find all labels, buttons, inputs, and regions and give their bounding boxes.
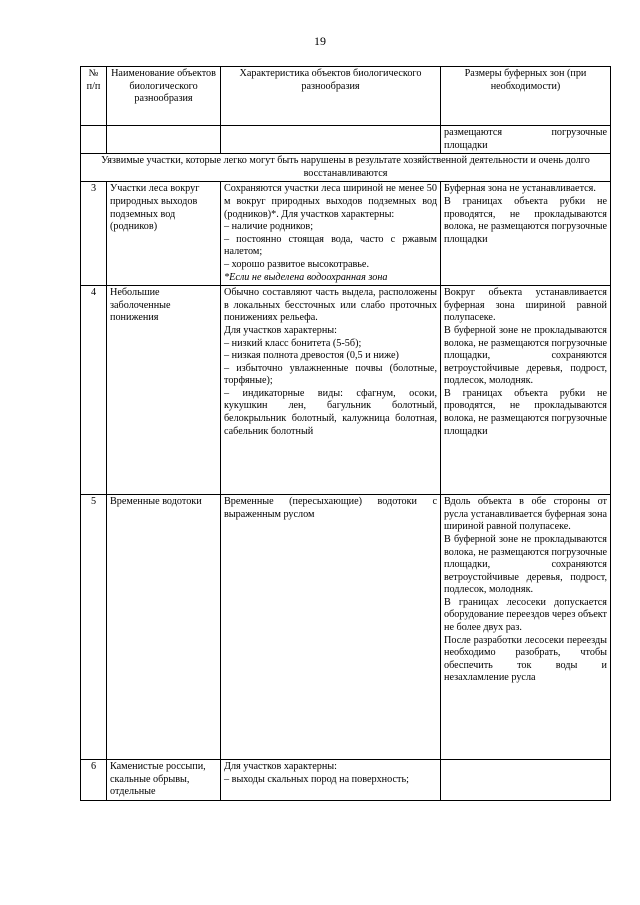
characteristics-paragraph: Для участков характерны: <box>224 324 337 336</box>
row-name: Небольшие заболоченные понижения <box>107 286 221 495</box>
buffer-paragraph: Буферная зона не устанавливается. <box>444 183 596 195</box>
characteristics-paragraph: – выходы скальных пород на поверхность; <box>224 773 409 785</box>
section-row <box>81 154 611 182</box>
buffer-paragraph: В буферной зоне не прокладываются волока, не размещаются погрузочные площадки, сохраняются ветроустойчивые деревья, подрост, подлесок, молодняк. <box>444 324 607 387</box>
row-characteristics <box>221 760 441 801</box>
row-name: Временные водотоки <box>107 495 221 760</box>
buffer-paragraph: После разработки лесосеки переезды необходимо разобрать, чтобы обеспечить ток воды и незахламление русла <box>444 634 607 684</box>
row-buffer <box>441 286 611 495</box>
characteristics-paragraph: – низкий класс бонитета (5-5б); <box>224 337 362 349</box>
row-num: 4 <box>81 286 107 495</box>
continuation-row <box>81 126 611 154</box>
buffer-paragraph: Вокруг объекта устанавливается буферная зона шириной равной полупасеке. <box>444 287 607 324</box>
table-row <box>81 495 611 760</box>
characteristics-paragraph: Обычно составляют часть выдела, расположены в локальных бессточных или слабо проточных понижениях рельефа. <box>224 287 437 324</box>
table-row <box>81 182 611 286</box>
characteristics-paragraph: – индикаторные виды: сфагнум, осоки, кукушкин лен, багульник болотный, белокрыльник болотный, калужница болотная, сабельник болотный <box>224 387 437 437</box>
characteristics-paragraph: – избыточно увлажненные почвы (болотные, торфяные); <box>224 362 437 387</box>
section-title: Уязвимые участки, которые легко могут быть нарушены в результате хозяйственной деятельности и очень долго восстанавливаются <box>81 154 611 182</box>
characteristics-paragraph: – постоянно стоящая вода, часто с ржавым налетом; <box>224 233 437 258</box>
characteristics-note: *Если не выделена водоохранная зона <box>224 271 388 283</box>
buffer-paragraph: В границах объекта рубки не проводятся, не прокладываются волока, не размещаются погрузочные площадки <box>444 387 607 437</box>
characteristics-paragraph: – низкая полнота древостоя (0,5 и ниже) <box>224 350 399 362</box>
continuation-buffer-line: площадки <box>444 139 488 151</box>
buffer-paragraph: В границах объекта рубки не проводятся, не прокладываются волока, не размещаются погрузочные площадки <box>444 195 607 245</box>
continuation-buffer <box>441 126 611 154</box>
row-buffer <box>441 760 611 801</box>
row-num: 6 <box>81 760 107 801</box>
table-row <box>81 286 611 495</box>
table-row <box>81 760 611 801</box>
table-header-row <box>81 67 611 126</box>
row-num: 3 <box>81 182 107 286</box>
biodiversity-table <box>80 66 611 801</box>
characteristics-paragraph: Временные (пересыхающие) водотоки с выраженным руслом <box>224 496 437 520</box>
row-num: 5 <box>81 495 107 760</box>
continuation-buffer-line: размещаются погрузочные <box>444 127 607 138</box>
buffer-paragraph: В границах лесосеки допускается оборудование переездов через объект не более двух раз. <box>444 596 607 634</box>
characteristics-paragraph: Сохраняются участки леса шириной не менее 50 м вокруг природных выходов подземных вод (родников)*. Для участков характерны: <box>224 183 437 220</box>
page-number: 19 <box>314 34 326 48</box>
row-buffer <box>441 182 611 286</box>
header-characteristics: Характеристика объектов биологического разнообразия <box>221 67 441 126</box>
characteristics-paragraph: – наличие родников; <box>224 221 314 233</box>
characteristics-paragraph: – хорошо развитое высокотравье. <box>224 258 369 270</box>
header-name: Наименование объектов биологического разнообразия <box>107 67 221 126</box>
row-name: Участки леса вокруг природных выходов подземных вод (родников) <box>107 182 221 286</box>
row-characteristics <box>221 495 441 760</box>
row-name: Каменистые россыпи, скальные обрывы, отдельные <box>107 760 221 801</box>
header-buffer: Размеры буферных зон (при необходимости) <box>441 67 611 126</box>
row-characteristics <box>221 182 441 286</box>
row-characteristics <box>221 286 441 495</box>
header-num: № п/п <box>81 67 107 126</box>
buffer-paragraph: В буферной зоне не прокладываются волока, не размещаются погрузочные площадки, сохраняются ветроустойчивые деревья, подрост, подлесок, молодняк. <box>444 533 607 596</box>
row-buffer <box>441 495 611 760</box>
buffer-paragraph: Вдоль объекта в обе стороны от русла устанавливается буферная зона шириной равной полупасеке. <box>444 496 607 533</box>
characteristics-paragraph: Для участков характерны: <box>224 761 337 773</box>
